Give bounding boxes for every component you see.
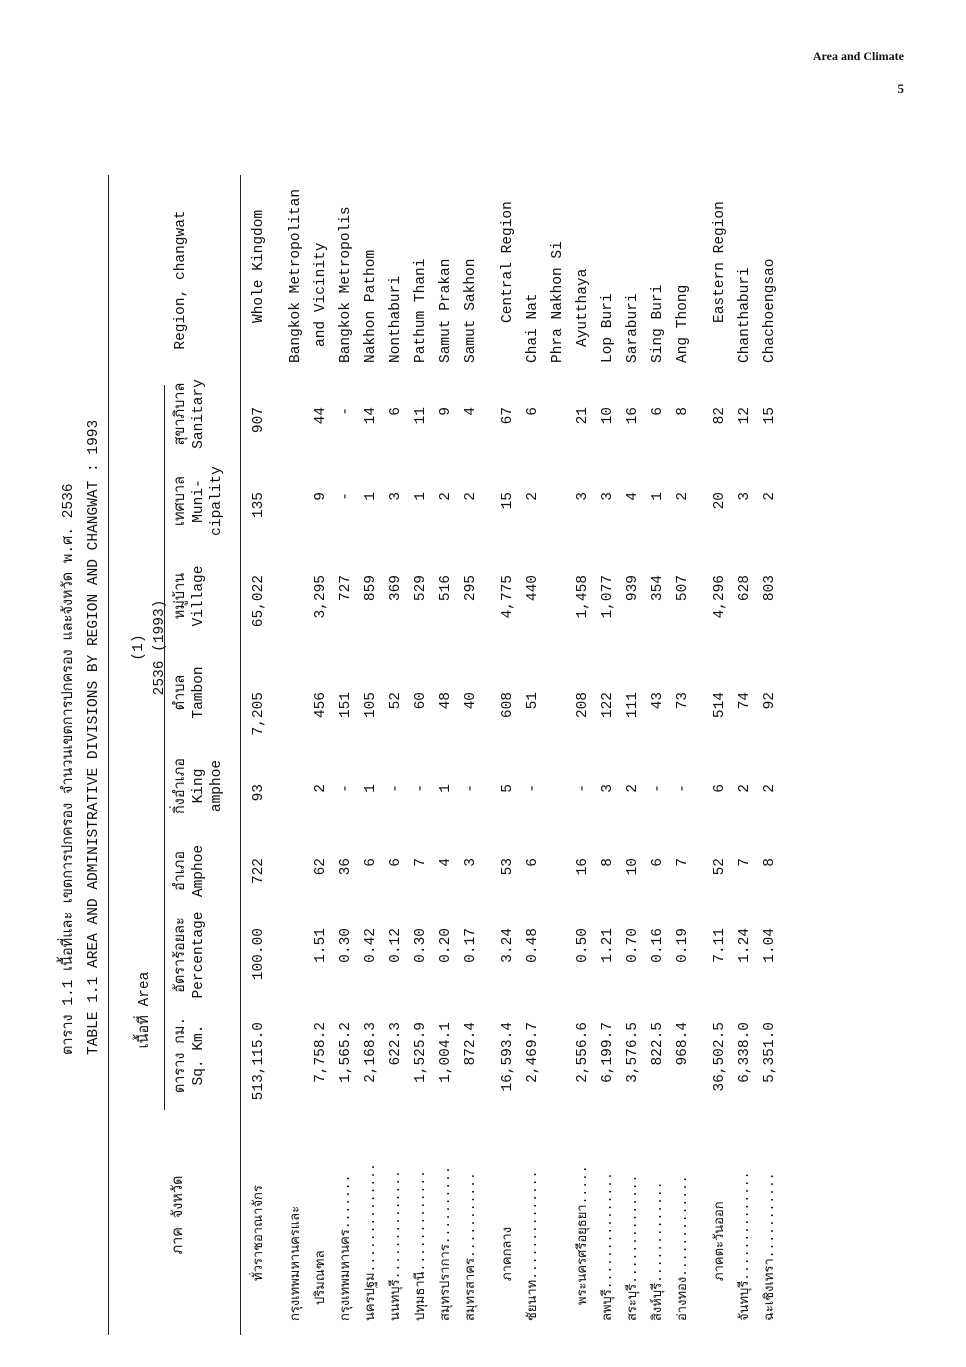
tambon-header-en: Tambon <box>191 666 207 719</box>
percentage-cell: 0.50 <box>575 928 591 963</box>
village-cell: 440 <box>525 575 541 602</box>
region-thai-cell: ปริมณฑล <box>313 1250 328 1305</box>
table-row <box>412 175 437 1335</box>
sqkm-header-th: ตาราง กม. <box>173 1016 189 1094</box>
table-row <box>624 175 649 1335</box>
tambon-cell: 151 <box>338 692 354 719</box>
amphoe-cell: 722 <box>251 858 267 885</box>
row-spacer <box>275 175 287 1335</box>
municipality-cell: 135 <box>251 492 267 519</box>
amphoe-header-en: Amphoe <box>191 844 207 898</box>
region-thai-cell: สมุทรปราการ.......... <box>438 1166 453 1321</box>
king-amphoe-cell: 6 <box>712 784 728 793</box>
amphoe-header-th: อำเภอ <box>173 850 189 892</box>
page-number: 5 <box>897 81 904 96</box>
municipality-cell: 9 <box>313 492 329 501</box>
running-title: Area and Climate <box>812 49 904 63</box>
table-row <box>312 175 337 1335</box>
region-english-cell: Chanthaburi <box>737 267 753 363</box>
king-amphoe-cell: 2 <box>737 784 753 793</box>
sqkm-cell: 5,351.0 <box>762 1022 778 1083</box>
amphoe-header <box>172 832 208 910</box>
amphoe-cell: 8 <box>600 858 616 867</box>
region-english-cell: Ayutthaya <box>575 268 591 347</box>
municipality-cell: 2 <box>762 492 778 501</box>
king-amphoe-cell: - <box>463 784 479 793</box>
tambon-cell: 43 <box>650 692 666 710</box>
municipality-cell: 3 <box>388 492 404 501</box>
percentage-cell: 1.51 <box>313 928 329 963</box>
municipality-cell: 3 <box>600 492 616 501</box>
percentage-cell: 1.24 <box>737 928 753 963</box>
table-row <box>736 175 761 1335</box>
table-row <box>387 175 412 1335</box>
header-bottom-rule <box>240 175 241 1335</box>
sanitary-cell: 16 <box>625 407 641 425</box>
village-cell: 4,296 <box>712 575 728 619</box>
sanitary-header-th: สุขาภิบาล <box>173 382 189 446</box>
table-titles <box>62 255 102 1055</box>
sqkm-cell: 968.4 <box>675 1022 691 1066</box>
sanitary-cell: 14 <box>363 407 379 425</box>
amphoe-cell: 7 <box>737 858 753 867</box>
tambon-header-th: ตำบล <box>173 674 189 711</box>
village-cell: 803 <box>762 575 778 602</box>
percentage-cell: 0.42 <box>363 928 379 963</box>
region-english-cell: Whole Kingdom <box>251 209 267 323</box>
region-thai-cell: ทั่วราชอาณาจักร <box>251 1185 266 1281</box>
sqkm-cell: 1,004.1 <box>438 1022 454 1083</box>
table-row <box>337 175 362 1335</box>
amphoe-cell: 53 <box>500 858 516 876</box>
sqkm-cell: 3,576.5 <box>625 1022 641 1083</box>
king-amphoe-header-en-1: King <box>191 768 207 804</box>
region-english-cell: and Vicinity <box>313 242 329 347</box>
king-amphoe-cell: 2 <box>625 784 641 793</box>
king-amphoe-cell: 1 <box>363 784 379 793</box>
region-english-cell: Sing Buri <box>650 284 666 363</box>
sqkm-cell: 36,502.5 <box>712 1022 728 1092</box>
region-thai-header: ภาค จังหวัด <box>171 1175 187 1255</box>
percentage-cell: 3.24 <box>500 928 516 963</box>
amphoe-cell: 8 <box>762 858 778 867</box>
village-header <box>172 547 208 645</box>
percentage-cell: 0.30 <box>338 928 354 963</box>
sanitary-cell: 6 <box>525 407 541 416</box>
village-cell: 516 <box>438 575 454 602</box>
sanitary-cell: 82 <box>712 407 728 425</box>
percentage-cell: 1.04 <box>762 928 778 963</box>
table-title-thai: ตาราง 1.1 เนื้อที่และ เขตการปกครอง จำนวนเขตการปกครอง และจังหวัด พ.ศ. 2536 <box>61 483 77 1055</box>
amphoe-cell: 7 <box>413 858 429 867</box>
king-amphoe-header <box>172 740 226 832</box>
percentage-cell: 7.11 <box>712 928 728 963</box>
sanitary-cell: 9 <box>438 407 454 416</box>
tambon-cell: 122 <box>600 692 616 719</box>
municipality-cell: 15 <box>500 492 516 510</box>
village-cell: 3,295 <box>313 575 329 619</box>
table-row <box>711 175 736 1335</box>
table-row <box>549 175 574 1335</box>
tambon-cell: 48 <box>438 692 454 710</box>
sqkm-cell: 16,593.4 <box>500 1022 516 1092</box>
row-spacer <box>699 175 711 1335</box>
region-english-cell: Chai Nat <box>525 293 541 363</box>
amphoe-cell: 6 <box>388 858 404 867</box>
amphoe-cell: 6 <box>363 858 379 867</box>
king-amphoe-cell: 1 <box>438 784 454 793</box>
region-thai-cell: นครปฐม.............. <box>363 1163 378 1321</box>
percentage-cell: 0.48 <box>525 928 541 963</box>
tambon-cell: 456 <box>313 692 329 719</box>
percentage-header-en: Percentage <box>191 911 207 999</box>
sqkm-cell: 1,525.9 <box>413 1022 429 1083</box>
tambon-cell: 111 <box>625 692 641 719</box>
municipality-cell: 2 <box>438 492 454 501</box>
region-thai-cell: กรุงเทพมหานคร....... <box>338 1174 353 1321</box>
amphoe-cell: 6 <box>650 858 666 867</box>
sanitary-header <box>172 373 208 455</box>
king-amphoe-cell: - <box>675 784 691 793</box>
amphoe-cell: 62 <box>313 858 329 876</box>
sanitary-cell: 907 <box>251 407 267 434</box>
table-row <box>437 175 462 1335</box>
sqkm-cell: 513,115.0 <box>251 1022 267 1101</box>
municipality-cell: - <box>338 492 354 501</box>
region-english-cell: Lop Buri <box>600 293 616 363</box>
percentage-cell: 0.16 <box>650 928 666 963</box>
percentage-header-th: อัตราร้อยละ <box>173 917 189 993</box>
table-row <box>574 175 599 1335</box>
sanitary-cell: 67 <box>500 407 516 425</box>
year-group-label: 2536 (1993) <box>151 599 168 696</box>
percentage-cell: 100.00 <box>251 928 267 981</box>
village-cell: 507 <box>675 575 691 602</box>
region-thai-cell: จันทบุรี.............. <box>737 1171 752 1321</box>
sqkm-header <box>172 1000 208 1110</box>
region-english-cell: Nakhon Pathom <box>363 249 379 363</box>
municipality-cell: 2 <box>463 492 479 501</box>
region-english-cell: Nonthaburi <box>388 275 404 363</box>
sanitary-cell: 44 <box>313 407 329 425</box>
sqkm-cell: 622.3 <box>388 1022 404 1066</box>
percentage-cell: 0.17 <box>463 928 479 963</box>
tambon-header <box>172 645 208 740</box>
tambon-cell: 514 <box>712 692 728 719</box>
king-amphoe-cell: - <box>338 784 354 793</box>
tambon-cell: 74 <box>737 692 753 710</box>
amphoe-cell: 6 <box>525 858 541 867</box>
village-cell: 4,775 <box>500 575 516 619</box>
tambon-cell: 608 <box>500 692 516 719</box>
village-cell: 354 <box>650 575 666 602</box>
king-amphoe-header-en-2: amphoe <box>209 759 225 813</box>
sanitary-cell: 10 <box>600 407 616 425</box>
king-amphoe-cell: 3 <box>600 784 616 793</box>
sanitary-header-en: Sanitary <box>191 379 207 449</box>
table-row <box>599 175 624 1335</box>
region-thai-cell: พระนครศรีอยุธยา..... <box>575 1165 590 1305</box>
village-cell: 859 <box>363 575 379 602</box>
year-footnote-marker: (1) <box>131 634 147 661</box>
region-english-cell: Chachoengsao <box>762 258 778 363</box>
king-amphoe-cell: - <box>650 784 666 793</box>
tambon-cell: 52 <box>388 692 404 710</box>
sqkm-cell: 6,199.7 <box>600 1022 616 1083</box>
region-english-cell: Samut Prakan <box>438 258 454 363</box>
page-header <box>813 50 904 95</box>
sqkm-cell: 2,168.3 <box>363 1022 379 1083</box>
percentage-cell: 0.70 <box>625 928 641 963</box>
village-cell: 65,022 <box>251 575 267 628</box>
percentage-cell: 0.30 <box>413 928 429 963</box>
municipality-cell: 1 <box>650 492 666 501</box>
king-amphoe-cell: 2 <box>762 784 778 793</box>
village-cell: 369 <box>388 575 404 602</box>
region-thai-cell: ภาคกลาง <box>500 1226 515 1281</box>
region-english-cell: Pathum Thani <box>413 258 429 363</box>
region-thai-cell: ภาคตะวันออก <box>712 1201 727 1281</box>
top-rule <box>108 175 109 1335</box>
region-english-cell: Saraburi <box>625 293 641 363</box>
region-thai-cell: สิงห์บุรี............. <box>650 1181 665 1321</box>
village-cell: 727 <box>338 575 354 602</box>
sanitary-cell: 21 <box>575 407 591 425</box>
table-row <box>499 175 524 1335</box>
region-english-cell: Ang Thong <box>675 284 691 363</box>
tambon-cell: 7,205 <box>251 692 267 736</box>
table-row <box>761 175 786 1335</box>
tambon-cell: 51 <box>525 692 541 710</box>
king-amphoe-cell: - <box>413 784 429 793</box>
municipality-cell: 2 <box>675 492 691 501</box>
row-spacer <box>487 175 499 1335</box>
sqkm-cell: 7,758.2 <box>313 1022 329 1083</box>
region-english-header <box>172 190 190 370</box>
king-amphoe-cell: 93 <box>251 784 267 802</box>
municipality-cell: 2 <box>525 492 541 501</box>
amphoe-cell: 7 <box>675 858 691 867</box>
region-thai-cell: สมุทรสาคร........... <box>463 1172 478 1321</box>
village-header-th: หมู่บ้าน <box>173 572 189 620</box>
amphoe-cell: 3 <box>463 858 479 867</box>
tambon-cell: 92 <box>762 692 778 710</box>
municipality-cell: 1 <box>363 492 379 501</box>
region-thai-cell: ลพบุรี............... <box>600 1172 615 1321</box>
region-thai-cell: ชัยนาท.............. <box>525 1170 540 1321</box>
table-row <box>250 175 275 1335</box>
village-cell: 939 <box>625 575 641 602</box>
sanitary-cell: 15 <box>762 407 778 425</box>
king-amphoe-cell: - <box>525 784 541 793</box>
tambon-cell: 208 <box>575 692 591 719</box>
sanitary-cell: 11 <box>413 407 429 425</box>
region-thai-cell: กรุงเทพมหานครและ <box>288 1205 303 1321</box>
year-group-header <box>132 385 167 910</box>
amphoe-cell: 10 <box>625 858 641 876</box>
sanitary-cell: 4 <box>463 407 479 416</box>
table-row <box>362 175 387 1335</box>
tambon-cell: 40 <box>463 692 479 710</box>
municipality-cell: 3 <box>737 492 753 501</box>
table-row <box>674 175 699 1335</box>
king-amphoe-cell: - <box>575 784 591 793</box>
sqkm-cell: 6,338.0 <box>737 1022 753 1083</box>
sanitary-cell: 6 <box>388 407 404 416</box>
tambon-cell: 73 <box>675 692 691 710</box>
village-cell: 1,077 <box>600 575 616 619</box>
municipality-header-th: เทศบาล <box>173 476 189 526</box>
percentage-header <box>172 910 208 1000</box>
amphoe-cell: 36 <box>338 858 354 876</box>
table-row <box>524 175 549 1335</box>
table-body <box>250 175 786 1335</box>
region-english-cell: Central Region <box>500 201 516 323</box>
table-row <box>649 175 674 1335</box>
village-cell: 529 <box>413 575 429 602</box>
king-amphoe-header-th: กิ่งอำเภอ <box>173 758 189 814</box>
king-amphoe-cell: 5 <box>500 784 516 793</box>
municipality-cell: 4 <box>625 492 641 501</box>
sanitary-cell: 6 <box>650 407 666 416</box>
sqkm-cell: 822.5 <box>650 1022 666 1066</box>
municipality-header-en-2: cipality <box>209 466 225 536</box>
percentage-cell: 0.12 <box>388 928 404 963</box>
tambon-cell: 105 <box>363 692 379 719</box>
table-row <box>287 175 312 1335</box>
amphoe-cell: 16 <box>575 858 591 876</box>
amphoe-cell: 4 <box>438 858 454 867</box>
sanitary-cell: - <box>338 407 354 416</box>
sqkm-cell: 2,556.6 <box>575 1022 591 1083</box>
municipality-header-en-1: Muni- <box>191 479 207 523</box>
king-amphoe-cell: - <box>388 784 404 793</box>
region-english-cell: Eastern Region <box>712 201 728 323</box>
table-row <box>462 175 487 1335</box>
table-title-english: TABLE 1.1 AREA AND ADMINISTRATIVE DIVISIONS BY REGION AND CHANGWAT : 1993 <box>86 419 102 1055</box>
sqkm-header-en: Sq. Km. <box>191 1024 207 1086</box>
village-header-en: Village <box>191 565 207 627</box>
region-thai-cell: สระบุรี.............. <box>625 1174 640 1321</box>
village-cell: 1,458 <box>575 575 591 619</box>
percentage-cell: 0.20 <box>438 928 454 963</box>
municipality-cell: 1 <box>413 492 429 501</box>
sanitary-cell: 12 <box>737 407 753 425</box>
sqkm-cell: 2,469.7 <box>525 1022 541 1083</box>
municipality-cell: 3 <box>575 492 591 501</box>
sanitary-cell: 8 <box>675 407 691 416</box>
percentage-cell: 0.19 <box>675 928 691 963</box>
region-english-cell: Bangkok Metropolitan <box>288 188 304 363</box>
region-thai-cell: อ่างทอง............. <box>675 1175 690 1321</box>
amphoe-cell: 52 <box>712 858 728 876</box>
municipality-header <box>172 455 226 547</box>
rotated-table <box>60 175 890 1335</box>
region-english-cell: Phra Nakhon Si <box>550 241 566 363</box>
region-english-cell: Samut Sakhon <box>463 258 479 363</box>
region-english-cell: Bangkok Metropolis <box>338 206 354 363</box>
village-cell: 628 <box>737 575 753 602</box>
region-english-header-text: Region, changwat <box>173 210 189 350</box>
tambon-cell: 60 <box>413 692 429 710</box>
region-thai-cell: ปทุมธานี............. <box>413 1170 428 1321</box>
region-thai-cell: ฉะเชิงเทรา........... <box>762 1172 777 1321</box>
sqkm-cell: 1,565.2 <box>338 1022 354 1083</box>
sqkm-cell: 872.4 <box>463 1022 479 1066</box>
region-thai-cell: นนทบุรี.............. <box>388 1170 403 1321</box>
village-cell: 295 <box>463 575 479 602</box>
municipality-cell: 20 <box>712 492 728 510</box>
area-group-rule <box>164 910 165 1110</box>
king-amphoe-cell: 2 <box>313 784 329 793</box>
percentage-cell: 1.21 <box>600 928 616 963</box>
area-group-header: เนื้อที่ Area <box>137 971 153 1049</box>
year-group-rule <box>164 385 165 910</box>
